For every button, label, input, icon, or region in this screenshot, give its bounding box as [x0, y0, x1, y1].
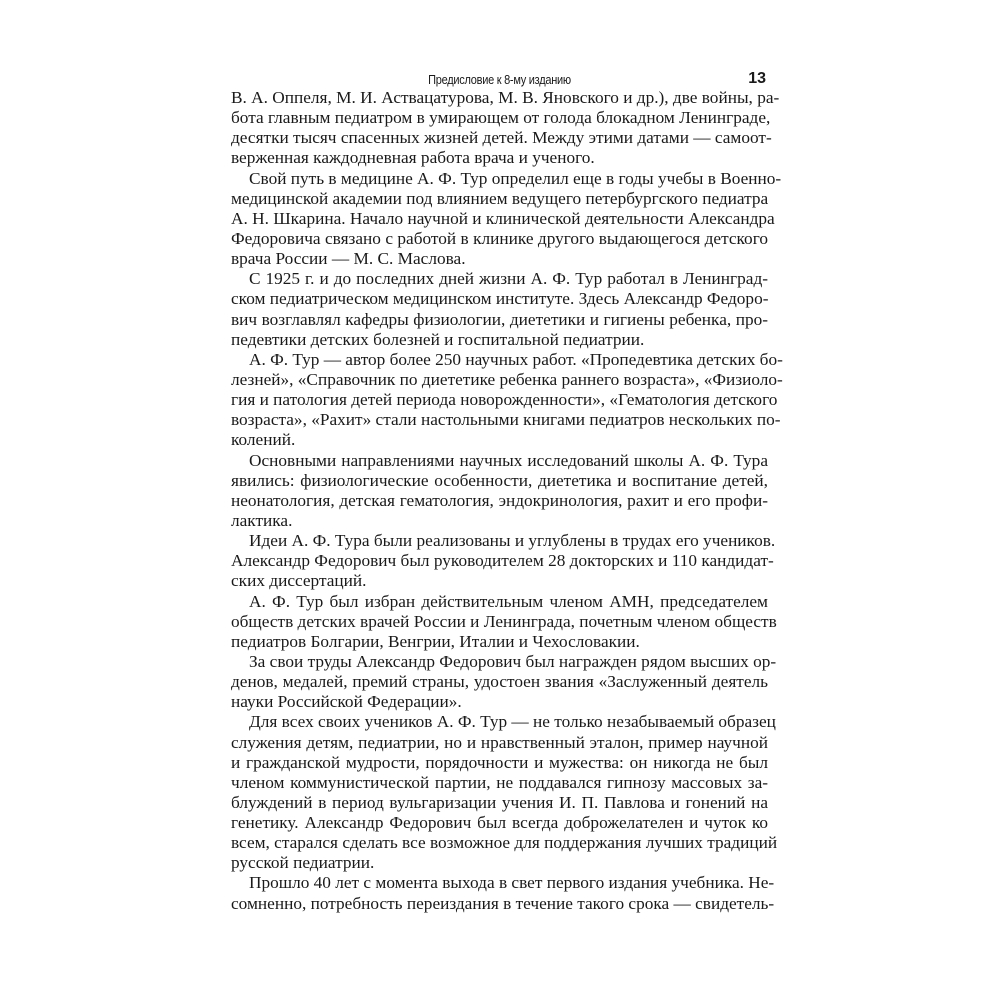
running-title: Предисловие к 8-му изданию — [428, 73, 571, 87]
text-line: десятки тысяч спасенных жизней детей. Между этими датами — самоот- — [231, 128, 772, 148]
paragraph — [231, 651, 777, 712]
text-line: членом коммунистической партии, не поддавался гипнозу массовых за- — [231, 772, 768, 792]
paragraph — [231, 451, 768, 532]
text-line: медицинской академии под влиянием ведущего петербургского педиатра — [231, 188, 769, 208]
text-line: науки Российской Федерации». — [231, 692, 462, 712]
text-line: колений. — [231, 430, 296, 450]
text-line: За свои труды Александр Федорович был награжден рядом высших ор- — [249, 651, 777, 671]
paragraph — [231, 531, 776, 591]
paragraph — [231, 591, 777, 652]
text-line: гия и патология детей периода новорожденности», «Гематология детского — [231, 390, 778, 410]
paragraph — [231, 712, 778, 873]
text-line: Прошло 40 лет с момента выхода в свет первого издания учебника. Не- — [249, 873, 775, 893]
text-line: генетику. Александр Федорович был всегда доброжелателен и чуток ко — [231, 813, 768, 833]
text-line: С 1925 г. и до последних дней жизни А. Ф. Тур работал в Ленинград- — [249, 269, 768, 289]
text-line: Идеи А. Ф. Тура были реализованы и углублены в трудах его учеников. — [249, 531, 776, 551]
paragraph — [231, 269, 768, 350]
page-body — [231, 88, 783, 914]
text-line: педевтики детских болезней и госпитальной педиатрии. — [231, 329, 645, 349]
text-line: явились: физиологические особенности, диететика и воспитание детей, — [231, 470, 768, 490]
text-line: лезней», «Справочник по диететике ребенка раннего возраста», «Физиоло- — [231, 369, 783, 389]
page-header — [231, 70, 768, 90]
text-line: А. Н. Шкарина. Начало научной и клинической деятельности Александра — [231, 208, 775, 228]
text-line: педиатров Болгарии, Венгрии, Италии и Чехословакии. — [231, 631, 640, 651]
text-line: денов, медалей, премий страны, удостоен звания «Заслуженный деятель — [231, 672, 768, 692]
text-line: всем, старался сделать все возможное для поддержания лучших традиций — [231, 833, 778, 853]
text-line: Федоровича связано с работой в клинике другого выдающегося детского — [231, 228, 768, 248]
text-line: сомненно, потребность переиздания в течение такого срока — свидетель- — [231, 893, 775, 913]
page-number: 13 — [748, 70, 766, 87]
text-line: обществ детских врачей России и Ленинграда, почетным членом обществ — [231, 611, 777, 631]
text-line: верженная каждодневная работа врача и ученого. — [231, 148, 595, 168]
paragraph — [231, 168, 782, 270]
text-line: вич возглавлял кафедры физиологии, диететики и гигиены ребенка, про- — [231, 309, 768, 329]
text-line: возраста», «Рахит» стали настольными книгами педиатров нескольких по- — [231, 410, 781, 430]
text-line: ских диссертаций. — [231, 571, 367, 591]
text-line: Свой путь в медицине А. Ф. Тур определил еще в годы учебы в Военно- — [249, 168, 782, 188]
text-line: В. А. Оппеля, М. И. Аствацатурова, М. В. Яновского и др.), две войны, ра- — [231, 88, 780, 107]
text-line: Основными направлениями научных исследований школы А. Ф. Тура — [249, 450, 768, 470]
paragraph — [231, 88, 780, 169]
text-line: русской педиатрии. — [231, 853, 375, 873]
paragraph — [231, 873, 775, 913]
text-line: врача России — М. С. Маслова. — [231, 249, 466, 269]
text-line: Для всех своих учеников А. Ф. Тур — не только незабываемый образец — [249, 712, 776, 732]
text-line: А. Ф. Тур — автор более 250 научных работ. «Пропедевтика детских бо- — [249, 349, 783, 369]
text-line: блуждений в период вульгаризации учения И. П. Павлова и гонений на — [231, 792, 768, 812]
text-line: и гражданской мудрости, порядочности и мужества: он никогда не был — [231, 752, 768, 772]
text-line: А. Ф. Тур был избран действительным членом АМН, председателем — [249, 591, 768, 611]
text-line: бота главным педиатром в умирающем от голода блокадном Ленинграде, — [231, 108, 771, 128]
text-line: неонатология, детская гематология, эндокринология, рахит и его профи- — [231, 490, 768, 510]
text-line: ском педиатрическом медицинском институте. Здесь Александр Федоро- — [231, 289, 769, 309]
text-line: служения детям, педиатрии, но и нравственный эталон, пример научной — [231, 732, 768, 752]
text-line: Александр Федорович был руководителем 28 докторских и 110 кандидат- — [231, 551, 774, 571]
text-line: лактика. — [231, 510, 293, 530]
paragraph — [231, 349, 783, 451]
